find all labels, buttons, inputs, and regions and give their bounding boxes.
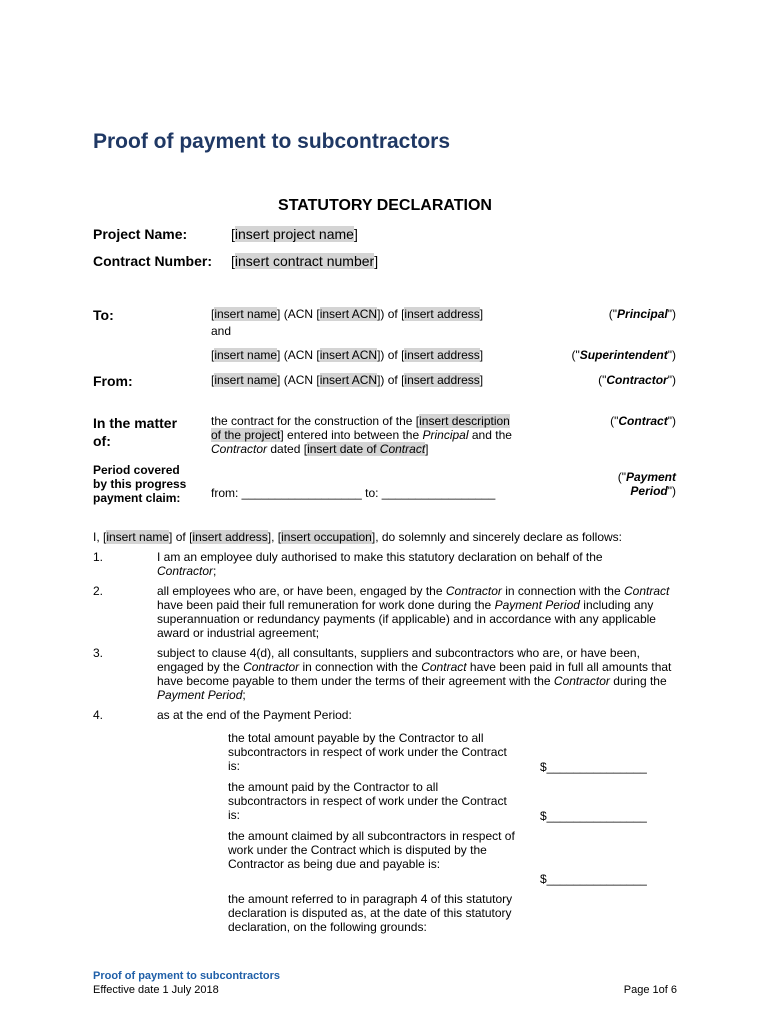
item-1-text: I am an employee duly authorised to make this statutory declaration on behalf of the Contractor; [157,550,603,578]
contract-date-field[interactable]: insert date of Contract [307,442,426,456]
payment-period-role: ("Payment Period") [617,470,676,498]
project-name-value: insert project name [234,226,354,242]
project-description-field[interactable]: insert description [419,414,510,428]
item-number: 2. [93,584,104,598]
period-label: Period covered by this progress payment claim: [93,463,187,505]
contract-role: ("Contract") [610,414,676,428]
principal-name-field[interactable]: insert name [214,307,278,321]
period-range[interactable]: from: __________________ to: _________________ [211,486,496,500]
principal-role: ("Principal") [608,307,676,321]
from-label: From: [93,373,133,389]
declarant-name-field[interactable]: insert name [106,530,170,544]
declarant-occupation-field[interactable]: insert occupation [281,530,372,544]
project-name-label: Project Name: [93,226,188,242]
item-2-text: all employees who are, or have been, engaged by the Contractor in connection with the Contract have been paid their full remuneration for work done during the Payment Period including any superannuation or redundancy payments (if applicable) and in accordance with any applicable award or industrial agreement; [157,584,670,640]
declaration-intro: I, [insert name] of [insert address], [insert occupation], do solemnly and sincerely declare as follows: [93,530,622,544]
page-number: Page 1of 6 [623,984,677,996]
subitem-text: the amount paid by the Contractor to all subcontractors in respect of work under the Contract is: [228,780,507,822]
amount-field[interactable]: $_______________ [540,809,647,823]
principal-line: [insert name] (ACN [insert ACN]) of [insert address] [211,307,484,321]
section-heading: STATUTORY DECLARATION [278,197,492,214]
subitem-text: the total amount payable by the Contractor to all subcontractors in respect of work under the Contract is: [228,731,507,773]
super-address-field[interactable]: insert address [404,348,480,362]
contract-number-label: Contract Number: [93,253,213,269]
contract-number-field[interactable]: [insert contract number] [231,253,379,269]
principal-address-field[interactable]: insert address [404,307,480,321]
amount-field[interactable]: $_______________ [540,872,647,886]
item-number: 1. [93,550,104,564]
matter-text: the contract for the construction of the [insert description of the project] entered into between the Principal and the Contractor dated [insert date of Contract] [211,414,512,456]
contractor-address-field[interactable]: insert address [404,373,480,387]
item-3-text: subject to clause 4(d), all consultants, suppliers and subcontractors who are, or have been, engaged by the Contractor in connection with the Contract have been paid in full all amounts that have become payable to them under the terms of their agreement with the Contractor during the Payment Period; [157,646,672,702]
footer-title: Proof of payment to subcontractors [93,970,281,982]
to-label: To: [93,307,114,323]
item-number: 4. [93,708,104,722]
item-number: 3. [93,646,104,660]
and-text: and [211,324,232,338]
superintendent-line: [insert name] (ACN [insert ACN]) of [insert address] [211,348,484,362]
contractor-line: [insert name] (ACN [insert ACN]) of [insert address] [211,373,484,387]
project-name-field[interactable]: [insert project name] [231,226,358,242]
declarant-address-field[interactable]: insert address [192,530,268,544]
contractor-acn-field[interactable]: insert ACN [319,373,378,387]
matter-label: In the matter of: [93,415,178,449]
contractor-role: ("Contractor") [598,373,676,387]
footer-effective-date: Effective date 1 July 2018 [93,984,219,996]
document-title: Proof of payment to subcontractors [93,130,451,153]
contractor-name-field[interactable]: insert name [214,373,278,387]
super-acn-field[interactable]: insert ACN [319,348,378,362]
subitem-text: the amount referred to in paragraph 4 of this statutory declaration is disputed as, at the date of this statutory declaration, on the following grounds: [228,892,513,934]
contract-number-value: insert contract number [234,253,375,269]
item-4-text: as at the end of the Payment Period: [157,708,352,722]
principal-acn-field[interactable]: insert ACN [319,307,378,321]
subitem-text: the amount claimed by all subcontractors in respect of work under the Contract which is disputed by the Contractor as being due and payable is: [228,829,515,871]
superintendent-role: ("Superintendent") [571,348,676,362]
amount-field[interactable]: $_______________ [540,760,647,774]
super-name-field[interactable]: insert name [214,348,278,362]
